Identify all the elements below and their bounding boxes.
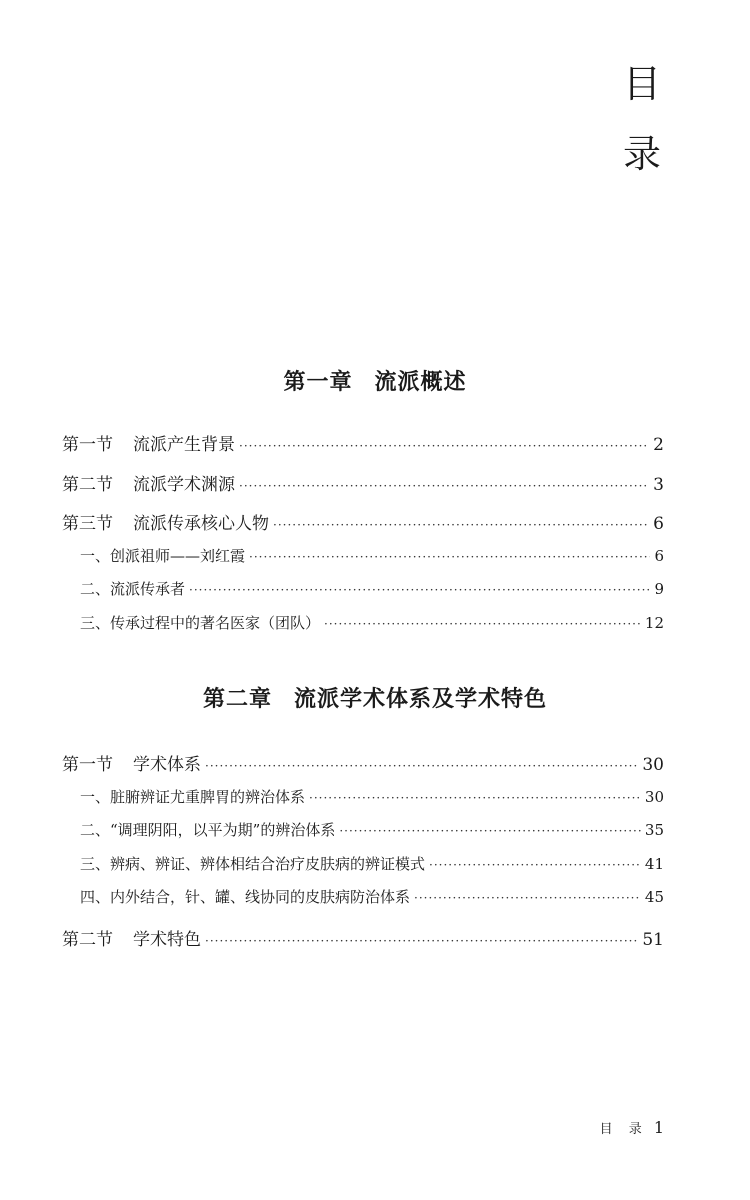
- leader-dots: [239, 439, 649, 453]
- page-number: 12: [644, 614, 664, 632]
- chapter-heading: [0, 682, 750, 713]
- subsection-title: 一、脏腑辨证尤重脾胃的辨治体系: [80, 788, 306, 806]
- page-number: 30: [644, 788, 664, 806]
- chapter-number: 第二章: [202, 686, 272, 712]
- toc-subentry[interactable]: [80, 819, 664, 840]
- toc-subentry[interactable]: [80, 612, 664, 633]
- section-number: 第一节: [62, 435, 113, 455]
- section-title: 流派学术渊源: [133, 475, 235, 495]
- toc-entry[interactable]: [62, 509, 664, 534]
- section-title: 流派传承核心人物: [133, 514, 269, 534]
- leader-dots: [429, 858, 641, 872]
- toc-entry[interactable]: [62, 470, 664, 495]
- section-number: 第二节: [62, 475, 113, 495]
- subsection-title: 四、内外结合，针、罐、线协同的皮肤病防治体系: [80, 888, 411, 906]
- subsection-title: 一、创派祖师——刘红霞: [80, 547, 246, 565]
- page-title-char: 目: [622, 62, 661, 106]
- section-title: 学术体系: [133, 755, 201, 775]
- section-title: 流派产生背景: [133, 435, 235, 455]
- leader-dots: [249, 550, 650, 564]
- leader-dots: [273, 518, 649, 532]
- toc-subentry[interactable]: [80, 853, 664, 874]
- page-footer: [580, 1118, 664, 1137]
- leader-dots: [205, 759, 638, 773]
- section-title: 学术特色: [133, 930, 201, 950]
- toc-subentry[interactable]: [80, 886, 664, 907]
- chapter-number: 第一章: [283, 369, 353, 395]
- page-number: 2: [653, 435, 664, 455]
- leader-dots: [324, 617, 641, 631]
- page-number: 30: [642, 755, 664, 775]
- section-number: 第二节: [62, 930, 113, 950]
- page-number: 51: [642, 930, 664, 950]
- toc-subentry[interactable]: [80, 786, 664, 807]
- leader-dots: [309, 791, 641, 805]
- leader-dots: [239, 479, 649, 493]
- toc-subentry[interactable]: [80, 578, 664, 599]
- page-number: 6: [653, 514, 664, 534]
- section-number: 第三节: [62, 514, 113, 534]
- leader-dots: [339, 824, 641, 838]
- leader-dots: [189, 583, 650, 597]
- footer-label: 目 录: [599, 1122, 648, 1137]
- toc-entry[interactable]: [62, 925, 664, 950]
- chapter-heading: [0, 365, 750, 396]
- toc-entry[interactable]: [62, 750, 664, 775]
- subsection-title: 三、辨病、辨证、辨体相结合治疗皮肤病的辨证模式: [80, 855, 426, 873]
- chapter-title: 流派概述: [374, 369, 467, 395]
- page-number: 35: [644, 821, 664, 839]
- page-number: 9: [654, 580, 664, 598]
- chapter-title: 流派学术体系及学术特色: [294, 686, 548, 712]
- toc-subentry[interactable]: [80, 545, 664, 566]
- toc-entry[interactable]: [62, 430, 664, 455]
- page-number: 3: [653, 475, 664, 495]
- subsection-title: 三、传承过程中的著名医家（团队）: [80, 614, 321, 632]
- leader-dots: [205, 934, 638, 948]
- leader-dots: [414, 891, 641, 905]
- subsection-title: 二、流派传承者: [80, 580, 186, 598]
- footer-page-number: 1: [653, 1118, 664, 1137]
- page-number: 6: [654, 547, 664, 565]
- subsection-title: 二、“调理阴阳，以平为期”的辨治体系: [80, 821, 336, 839]
- section-number: 第一节: [62, 755, 113, 775]
- page-number: 45: [644, 888, 664, 906]
- page-number: 41: [644, 855, 664, 873]
- page-title-char: 录: [622, 132, 661, 176]
